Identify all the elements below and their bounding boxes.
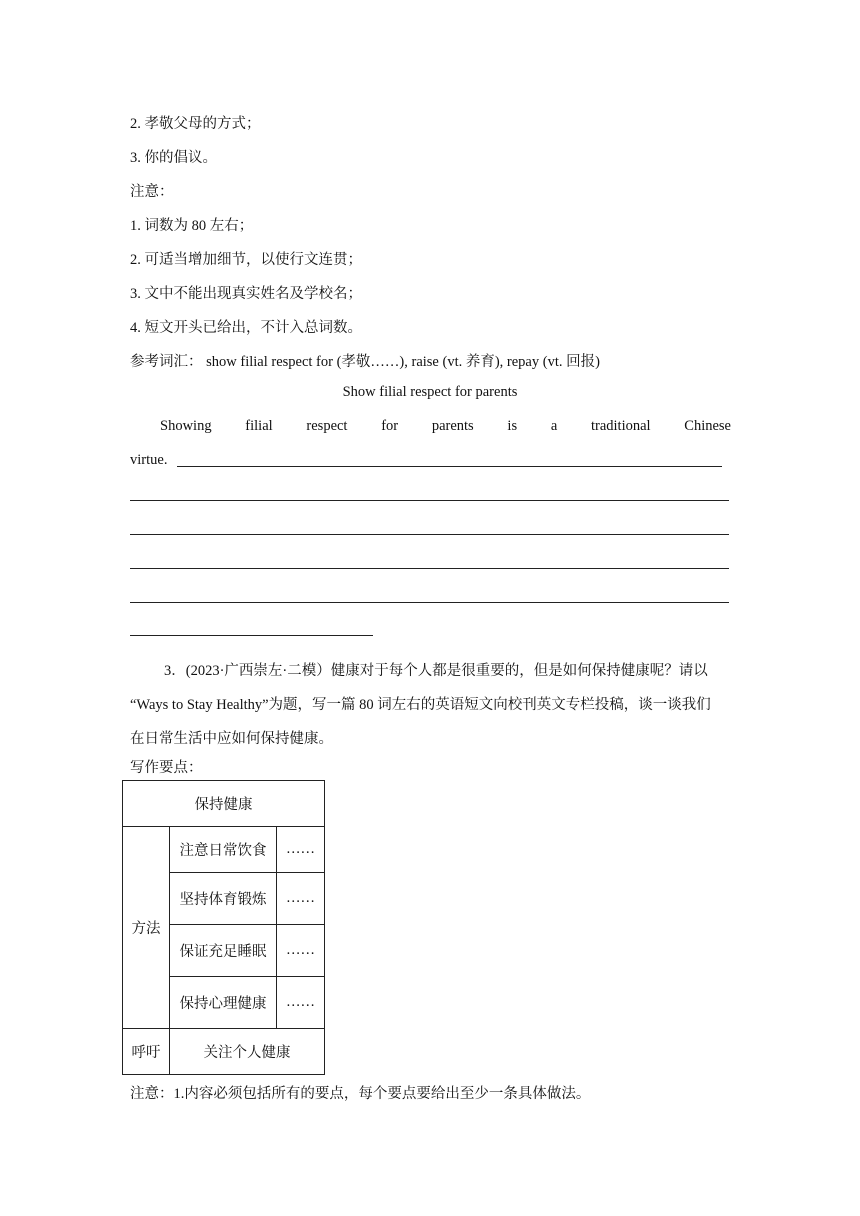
question-3-note: 注意：1.内容必须包括所有的要点，每个要点要给出至少一条具体做法。 — [130, 1086, 591, 1102]
method-detail: …… — [277, 925, 325, 977]
opening-word: a — [550, 418, 558, 434]
method-label: 方法 — [123, 827, 170, 1029]
answer-blank-line[interactable] — [130, 635, 373, 636]
requirement-item-2: 2. 孝敬父母的方式； — [130, 116, 261, 132]
writing-points-table — [122, 780, 325, 1075]
question-3-prompt — [130, 654, 732, 756]
answer-blank-line[interactable] — [130, 602, 729, 603]
method-detail: …… — [277, 827, 325, 873]
notes-heading: 注意： — [130, 184, 174, 200]
opening-word: is — [507, 418, 518, 434]
essay-title: Show filial respect for parents — [342, 384, 518, 400]
question-3-line-2: “Ways to Stay Healthy”为题，写一篇 80 词左右的英语短文向校刊英文专栏投稿，谈一谈我们 — [130, 697, 711, 713]
table-header: 保持健康 — [123, 781, 325, 827]
opening-word: Showing — [160, 418, 212, 434]
call-text: 关注个人健康 — [170, 1029, 325, 1075]
call-label: 呼吁 — [123, 1029, 170, 1075]
vocabulary-reference: 参考词汇： show filial respect for (孝敬……), raise (vt. 养育), repay (vt. 回报) — [130, 354, 600, 370]
opening-word: respect — [306, 418, 348, 434]
question-3-line-1: 3．(2023·广西崇左·二模）健康对于每个人都是很重要的，但是如何保持健康呢？请以 — [164, 663, 708, 679]
method-detail: …… — [277, 977, 325, 1029]
note-item-3: 3. 文中不能出现真实姓名及学校名； — [130, 286, 362, 302]
essay-opening-line — [160, 418, 731, 435]
writing-points-heading: 写作要点： — [130, 760, 203, 776]
opening-word: filial — [245, 418, 273, 434]
answer-blank-line[interactable] — [130, 500, 729, 501]
answer-blank-line[interactable] — [130, 568, 729, 569]
note-item-1: 1. 词数为 80 左右； — [130, 218, 254, 234]
answer-blank-line[interactable] — [177, 466, 722, 467]
method-name: 保证充足睡眠 — [170, 925, 277, 977]
requirement-item-3: 3. 你的倡议。 — [130, 150, 217, 166]
opening-word: Chinese — [684, 418, 731, 434]
opening-word: parents — [431, 418, 474, 434]
opening-word: for — [381, 418, 399, 434]
method-detail: …… — [277, 873, 325, 925]
note-item-2: 2. 可适当增加细节，以使行文连贯； — [130, 252, 362, 268]
answer-blank-line[interactable] — [130, 534, 729, 535]
essay-opening-tail: virtue. — [130, 452, 168, 468]
opening-word: traditional — [590, 418, 651, 434]
method-name: 坚持体育锻炼 — [170, 873, 277, 925]
note-item-4: 4. 短文开头已给出，不计入总词数。 — [130, 320, 362, 336]
question-3-line-3: 在日常生活中应如何保持健康。 — [130, 731, 333, 747]
method-name: 保持心理健康 — [170, 977, 277, 1029]
method-name: 注意日常饮食 — [170, 827, 277, 873]
